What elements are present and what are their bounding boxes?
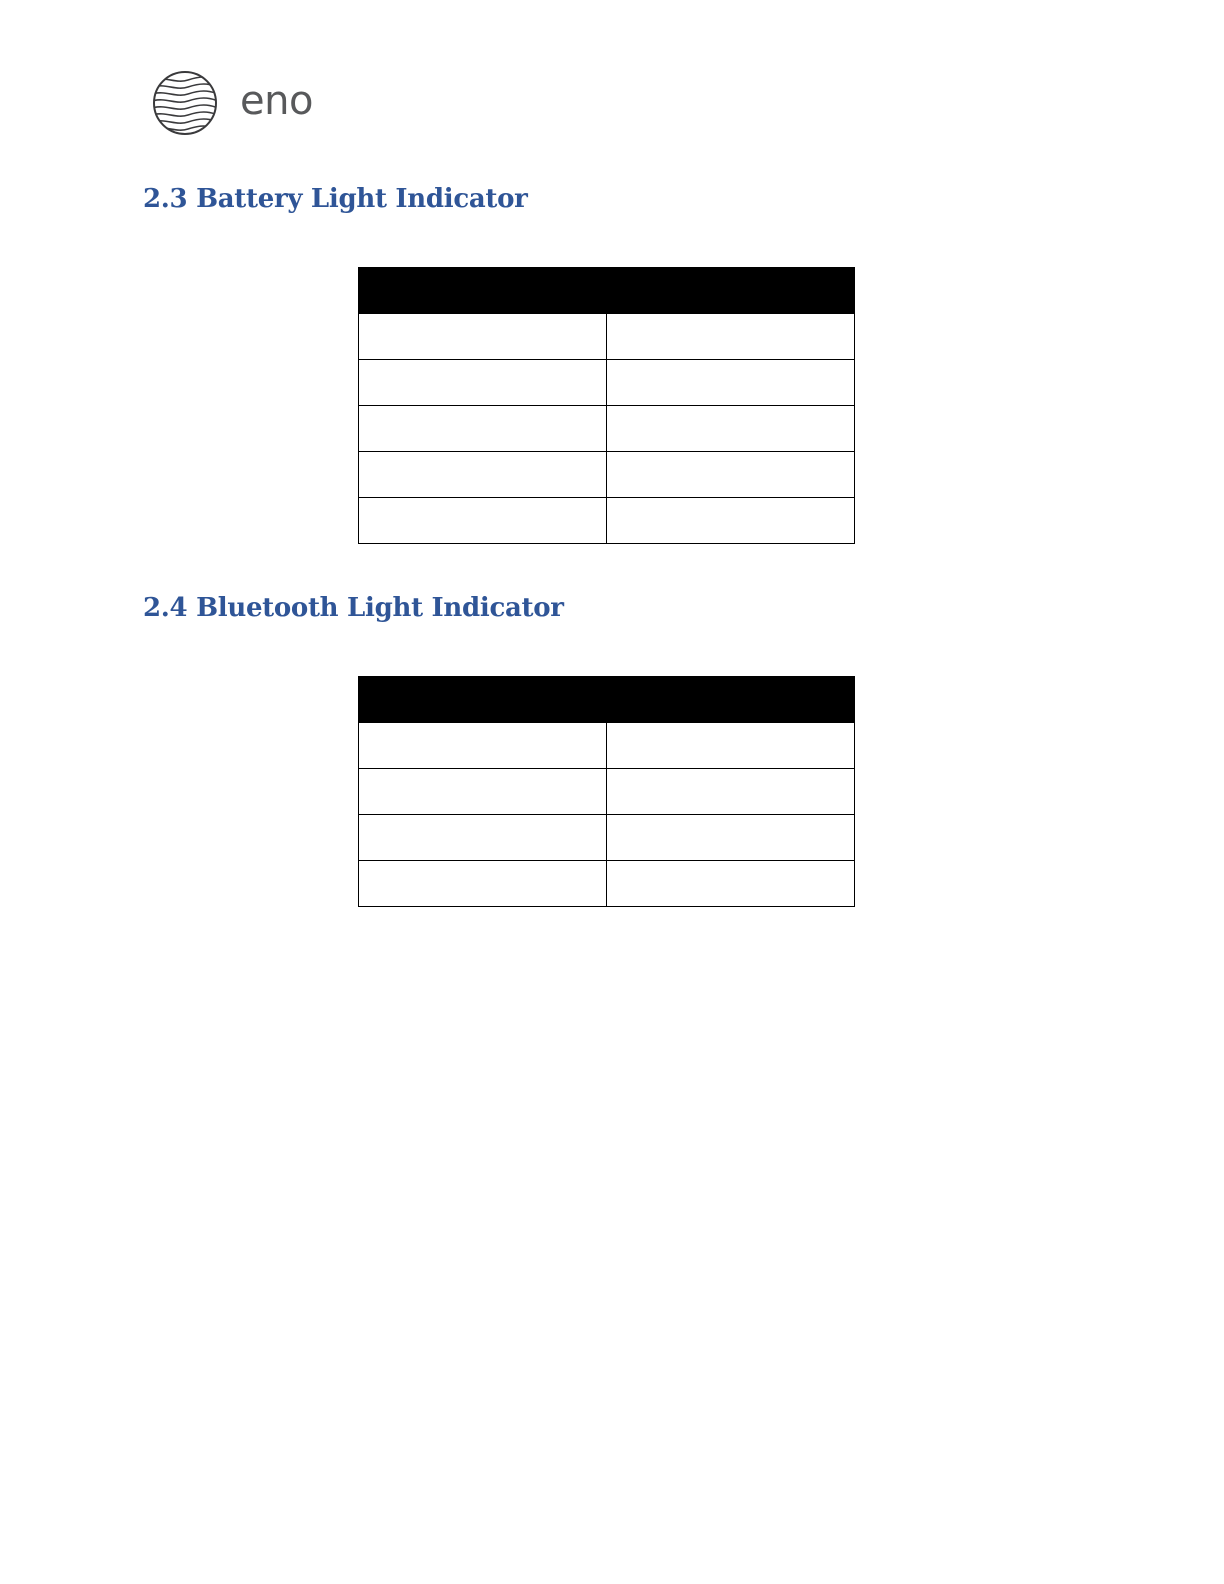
table-header-row	[359, 268, 855, 314]
table-cell	[359, 815, 607, 861]
table-cell	[359, 861, 607, 907]
bluetooth-indicator-table	[358, 676, 855, 907]
table-row	[359, 406, 855, 452]
table-header-cell	[607, 677, 855, 723]
table-cell	[607, 769, 855, 815]
table-row	[359, 861, 855, 907]
battery-indicator-table	[358, 267, 855, 544]
table-cell	[607, 815, 855, 861]
brand-name: eno	[240, 78, 313, 124]
table-row	[359, 815, 855, 861]
table-row	[359, 314, 855, 360]
table-row	[359, 723, 855, 769]
wave-globe-icon	[152, 70, 218, 136]
table-cell	[607, 314, 855, 360]
table-header-cell	[359, 677, 607, 723]
table-cell	[607, 861, 855, 907]
table-row	[359, 498, 855, 544]
table-cell	[359, 452, 607, 498]
table-cell	[607, 360, 855, 406]
table-cell	[607, 498, 855, 544]
table-cell	[607, 452, 855, 498]
table-cell	[607, 723, 855, 769]
table-cell	[359, 723, 607, 769]
table-cell	[359, 498, 607, 544]
table-row	[359, 360, 855, 406]
table-header-row	[359, 677, 855, 723]
brand-logo	[152, 70, 313, 136]
table-cell	[359, 314, 607, 360]
table-header-cell	[359, 268, 607, 314]
table-cell	[359, 406, 607, 452]
bluetooth-light-indicator-heading: 2.4 Bluetooth Light Indicator	[143, 593, 564, 623]
table-cell	[359, 769, 607, 815]
table-header-cell	[607, 268, 855, 314]
battery-light-indicator-heading: 2.3 Battery Light Indicator	[143, 184, 528, 214]
table-row	[359, 452, 855, 498]
table-row	[359, 769, 855, 815]
table-cell	[607, 406, 855, 452]
table-cell	[359, 360, 607, 406]
